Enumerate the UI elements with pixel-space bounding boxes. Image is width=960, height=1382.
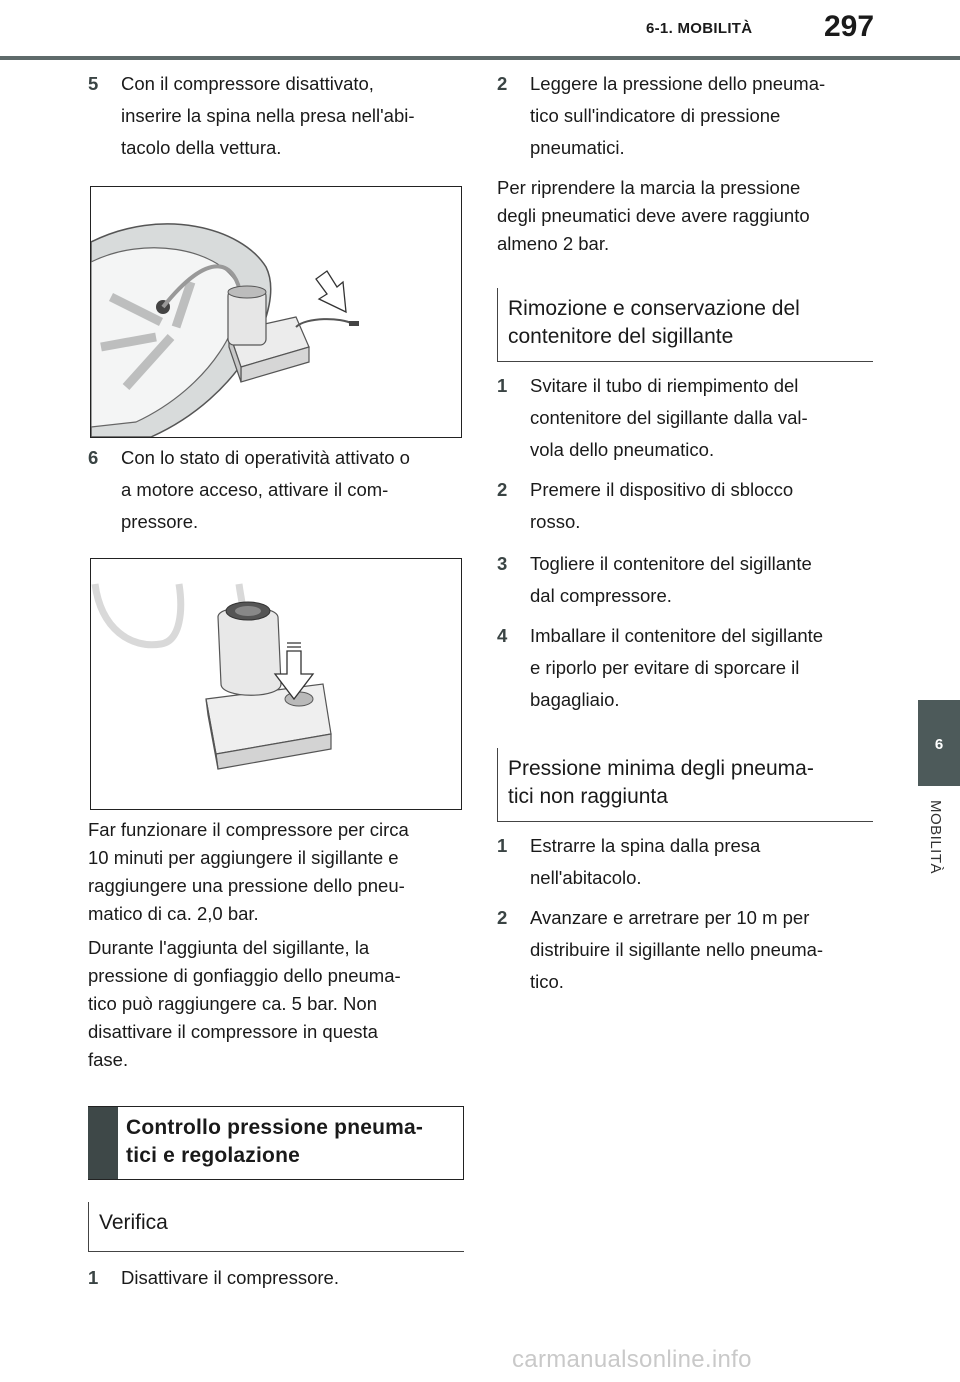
heading-removal-storage xyxy=(497,288,873,362)
section-title: 6-1. MOBILITÀ xyxy=(646,20,753,37)
heading-bar xyxy=(88,1107,118,1179)
page-number: 297 xyxy=(824,10,875,43)
step-text: Con lo stato di operatività attivato o a motore acceso, attivare il com- pressore. xyxy=(121,447,410,532)
step-text: Estrarre la spina dalla presa nell'abitacolo. xyxy=(530,835,761,888)
step-number: 5 xyxy=(88,73,99,94)
step-1-left xyxy=(88,1262,468,1294)
heading-text: Pressione minima degli pneuma- tici non raggiunta xyxy=(508,757,814,808)
step-text: Avanzare e arretrare per 10 m per distribuire il sigillante nello pneuma- tico. xyxy=(530,907,824,992)
step-number: 1 xyxy=(88,1267,99,1288)
step-1-unplug xyxy=(497,830,877,894)
step-number: 2 xyxy=(497,73,508,94)
compressor-bottle-illustration xyxy=(91,559,461,809)
heading-min-pressure-not-reached xyxy=(497,748,873,822)
step-6 xyxy=(88,442,468,538)
subheading-text: Verifica xyxy=(99,1211,168,1234)
step-number: 2 xyxy=(497,907,508,928)
subheading-verifica xyxy=(88,1202,464,1252)
chapter-number: 6 xyxy=(934,736,944,753)
step-text: Svitare il tubo di riempimento del contenitore del sigillante dalla val- vola dello pneumatico. xyxy=(530,375,808,460)
paragraph-pressure-warning: Durante l'aggiunta del sigillante, la pressione di gonfiaggio dello pneuma- tico può raggiungere ca. 5 bar. Non disattivare il compressore in questa fase. xyxy=(88,937,401,1070)
step-5 xyxy=(88,68,468,164)
step-number: 6 xyxy=(88,447,99,468)
heading-rule xyxy=(498,821,873,822)
step-4-pack xyxy=(497,620,877,716)
paragraph-min-pressure: Per riprendere la marcia la pressione degli pneumatici deve avere raggiunto almeno 2 bar. xyxy=(497,177,810,254)
section-heading-pressure-check xyxy=(88,1106,464,1180)
step-number: 2 xyxy=(497,479,508,500)
step-2-drive xyxy=(497,902,877,998)
chapter-label: MOBILITÀ xyxy=(927,800,944,875)
step-number: 3 xyxy=(497,553,508,574)
step-text: Imballare il contenitore del sigillante e riporlo per evitare di sporcare il bagagliaio. xyxy=(530,625,824,710)
step-text: Premere il dispositivo di sblocco rosso. xyxy=(530,479,794,532)
figure-compressor-bottle xyxy=(90,558,462,810)
step-text: Leggere la pressione dello pneuma- tico sull'indicatore di pressione pneumatici. xyxy=(530,73,826,158)
wheel-compressor-illustration xyxy=(91,187,461,437)
step-text: Con il compressore disattivato, inserire la spina nella presa nell'abi- tacolo della vettura. xyxy=(121,73,415,158)
step-3-remove xyxy=(497,548,877,612)
step-1-unscrew xyxy=(497,370,877,466)
paragraph-runtime: Far funzionare il compressore per circa 10 minuti per aggiungere il sigillante e raggiungere una pressione dello pneu- matico di ca. 2,0 bar. xyxy=(88,819,409,924)
step-2-release xyxy=(497,474,877,538)
heading-text: Controllo pressione pneuma- tici e regolazione xyxy=(126,1116,424,1167)
subheading-rule xyxy=(89,1251,464,1252)
step-2-read-pressure xyxy=(497,68,877,164)
chapter-tab[interactable] xyxy=(918,700,960,786)
step-text: Disattivare il compressore. xyxy=(121,1267,339,1288)
header-rule xyxy=(0,56,960,60)
heading-text: Rimozione e conservazione del contenitore del sigillante xyxy=(508,297,800,348)
step-number: 4 xyxy=(497,625,508,646)
heading-rule xyxy=(498,361,873,362)
step-text: Togliere il contenitore del sigillante dal compressore. xyxy=(530,553,812,606)
step-number: 1 xyxy=(497,375,508,396)
figure-wheel-compressor xyxy=(90,186,462,438)
step-number: 1 xyxy=(497,835,508,856)
watermark-text: carmanualsonline.info xyxy=(512,1346,752,1373)
